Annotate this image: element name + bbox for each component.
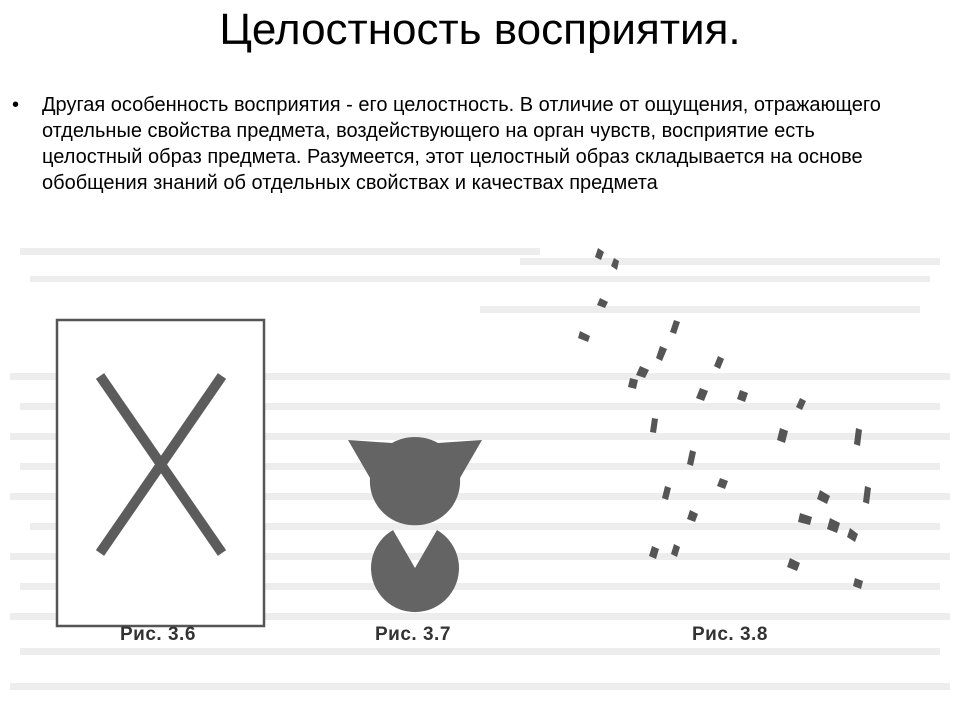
figure-caption-3-7: Рис. 3.7 <box>375 624 451 645</box>
figures-svg <box>0 228 960 720</box>
figure-caption-3-6: Рис. 3.6 <box>120 624 196 645</box>
scanned-figure-image <box>0 228 960 720</box>
bullet-item <box>10 92 940 196</box>
fragmented-shapes-figure <box>578 248 871 589</box>
figure-caption-3-8: Рис. 3.8 <box>692 624 768 645</box>
slide-title: Целостность восприятия. <box>219 5 741 54</box>
bullet-dot: • <box>12 94 20 116</box>
bullet-text: Другая особенность восприятия - его целостность. В отличие от ощущения, отражающего отдельные свойства предмета, воздействующего на орган чувств, восприятие есть целостный образ предмета. Разумеется, этот целостный образ складывается на основе обобщения знаний об отдельных свойствах и качествах предмета <box>42 94 881 194</box>
cross-in-square-figure <box>57 320 264 626</box>
